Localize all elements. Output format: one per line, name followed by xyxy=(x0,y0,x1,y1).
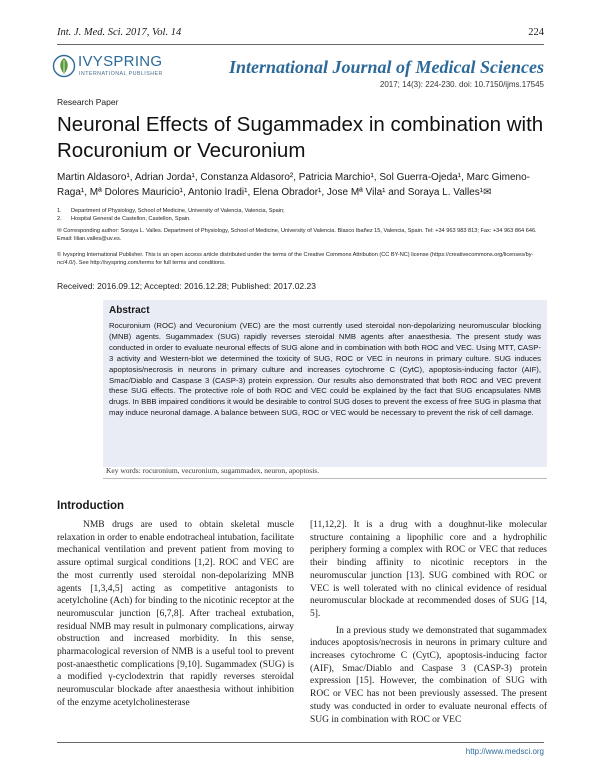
keywords-divider xyxy=(103,478,547,479)
journal-short-citation: Int. J. Med. Sci. 2017, Vol. 14 xyxy=(57,27,182,38)
logo-subtitle: INTERNATIONAL PUBLISHER xyxy=(79,71,163,77)
affiliation-2 xyxy=(57,215,547,223)
header-divider xyxy=(57,44,544,45)
abstract-box xyxy=(103,300,547,467)
ivy-leaf-icon xyxy=(52,54,76,78)
corresponding-author: ✉ Corresponding author: Soraya L. Valles. Department of Physiology, School of Medicine, University of Valencia. Blasco Ibañez 15, Valencia, Spain. Tel: +34 963 983 813; Fax: +34 963 864 646. Email: lilian.valles@uv.es. xyxy=(57,228,537,242)
abstract-text: Rocuronium (ROC) and Vecuronium (VEC) are the most currently used steroidal non-depolarizing neuromuscular blocking (MNB) agents. Sugammadex (SUG) rapidly reverses steroidal NMB agents after anaesthesia. The present study was conducted in order to evaluate neuronal effects of SUG alone and in combination with both ROC and VEC. Using MTT, CASP-3 activity and Western-blot we determined the toxicity of SUG, ROC or VEC in neurons in primary culture. SUG induces apoptosis/necrosis in neurons in primary culture and increases cytochrome C (CytC), apoptosis-inducing factor (AIF), Smac/Diablo and Caspase 3 (CASP-3) protein expression. Our results also demonstrated that both ROC and VEC prevent these SUG effects. The protective role of both ROC and VEC could be explained by the fact that SUG encapsulates NMB drugs. In BBB impaired conditions it would be desirable to control SUG doses to prevent the excess of free SUG in plasma that may induce neuronal damage. A balance between SUG, ROC or VEC would be necessary to prevent the risk of cell damage. xyxy=(109,321,541,418)
journal-reference: 2017; 14(3): 224-230. doi: 10.7150/ijms.17545 xyxy=(379,80,544,89)
affiliation-number: 2. xyxy=(57,216,62,222)
body-column-right xyxy=(310,519,547,726)
paragraph: [11,12,2]. It is a drug with a doughnut-like molecular structure containing a lipophilic core and a hydrophilic periphery forming a complex with ROC or VEC that reduces their binding affinity to nicotinic receptors in the neuromuscular junction [13]. SUG combined with ROC or VEC is well tolerated with no clinical evidence of residual neuromuscular blockade at recommended doses of SUG [14, 5]. xyxy=(310,520,547,619)
abstract-heading: Abstract xyxy=(109,305,150,316)
publisher-logo xyxy=(52,52,172,84)
keywords: Key words: rocuronium, vecuronium, sugammadex, neuron, apoptosis. xyxy=(106,466,320,475)
page-number: 224 xyxy=(528,27,544,38)
license-statement: © Ivyspring International Publisher. This is an open access article distributed under the terms of the Creative Commons Attribution (CC BY-NC) license (https://creativecommons.org/licenses/by-nc/4.0/). See http://ivyspring.com/terms for full terms and conditions. xyxy=(57,252,534,266)
body-column-left xyxy=(57,519,294,710)
logo-wordmark: IVYSPRING xyxy=(78,53,163,70)
affiliation-number: 1. xyxy=(57,208,62,214)
affiliation-text: Department of Physiology, School of Medicine, University of Valencia, Valencia, Spain; xyxy=(71,208,285,214)
paragraph: In a previous study we demonstrated that sugammadex induces apoptosis/necrosis in neurons in primary culture and increases cytochrome C (CytC), apoptosis-inducing factor (AIF), Smac/Diablo and Caspase 3 (CASP-3) protein expression [15]. However, the combination of SUG with ROC or VEC has not been previously assessed. The present study was conducted in order to evaluate neuronal effects of SUG in combination with ROC or VEC xyxy=(310,625,547,725)
journal-website-link[interactable]: http://www.medsci.org xyxy=(465,747,544,756)
journal-title: International Journal of Medical Sciences xyxy=(228,57,544,77)
paragraph: NMB drugs are used to obtain skeletal muscle relaxation in order to enable endotracheal intubation, facilitate mechanical ventilation and prevent patient from moving to assure optimal surgical conditions [1,2]. ROC and VEC are the most currently used steroidal non-depolarizing MNB agents [1,3,4,5] acting as competitive antagonists to acetylcholine (Ach) for binding to the nicotinic receptor at the neuromuscular junction [6,7,8]. After tracheal extubation, residual NMB may result in pulmonary complications, airway obstruction and increased morbidity. In this sense, pharmacological reversion of NMB is a useful tool to prevent post-anaesthetic complications [9,10]. Sugammadex (SUG) is a modified γ-cyclodextrin that rapidly reverses steroidal neuromuscular blockade after anaesthesia without inhibition of the enzyme acetylcholinesterase xyxy=(57,520,294,708)
affiliation-text: Hospital General de Castellon, Castellon, Spain. xyxy=(71,216,191,222)
footer-divider xyxy=(57,742,544,743)
article-title: Neuronal Effects of Sugammadex in combination with Rocuronium or Vecuronium xyxy=(57,113,544,162)
article-type: Research Paper xyxy=(57,97,119,107)
author-list: Martin Aldasoro¹, Adrian Jorda¹, Constanza Aldasoro², Patricia Marchio¹, Sol Guerra-Ojeda¹, Marc Gimeno-Raga¹, Mª Dolores Mauricio¹, Antonio Iradi¹, Elena Obrador¹, Jose Mª Vila¹ and Soraya L. Valles¹✉ xyxy=(57,172,530,198)
publication-dates: Received: 2016.09.12; Accepted: 2016.12.28; Published: 2017.02.23 xyxy=(57,281,316,291)
section-heading-introduction: Introduction xyxy=(57,500,125,512)
affiliation-1 xyxy=(57,207,547,215)
